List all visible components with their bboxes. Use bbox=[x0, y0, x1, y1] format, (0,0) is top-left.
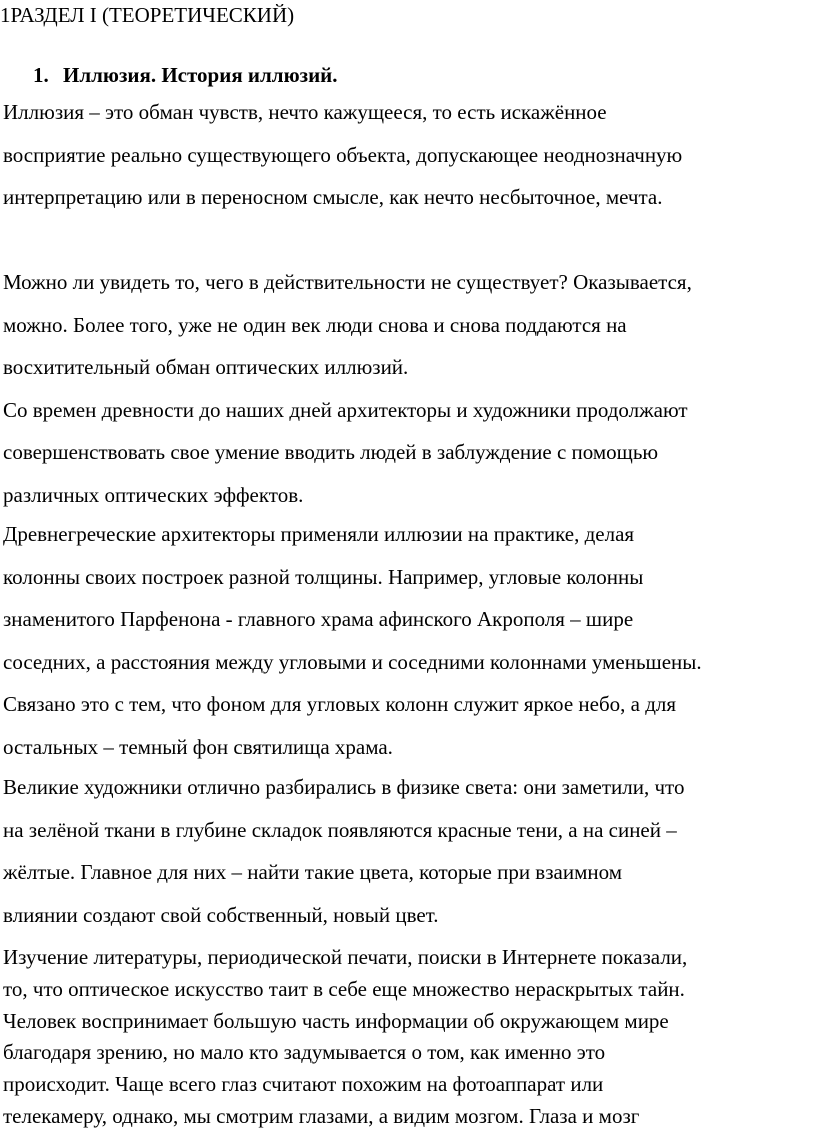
text-line: восхитительный обман оптических иллюзий. bbox=[3, 355, 409, 379]
text-line: происходит. Чаще всего глаз считают похожим на фотоаппарат или bbox=[3, 1072, 604, 1096]
text-line: Изучение литературы, периодической печати, поиски в Интернете показали, bbox=[3, 945, 688, 969]
text-line: восприятие реально существующего объекта, допускающее неоднозначную bbox=[3, 143, 683, 167]
text-line: благодаря зрению, но мало кто задумывается о том, как именно это bbox=[3, 1040, 606, 1064]
text-line: Человек воспринимает большую часть информации об окружающем мире bbox=[3, 1009, 669, 1033]
section-title: 1РАЗДЕЛ I (ТЕОРЕТИЧЕСКИЙ) bbox=[0, 3, 295, 27]
text-line: Можно ли увидеть то, чего в действительности не существует? Оказывается, bbox=[3, 270, 692, 294]
text-line: на зелёной ткани в глубине складок появляются красные тени, а на синей – bbox=[3, 818, 677, 842]
text-line: Иллюзия – это обман чувств, нечто кажущееся, то есть искажённое bbox=[3, 100, 607, 124]
text-line: Древнегреческие архитекторы применяли иллюзии на практике, делая bbox=[3, 522, 635, 546]
text-line: Со времен древности до наших дней архитекторы и художники продолжают bbox=[3, 398, 688, 422]
text-line: совершенствовать свое умение вводить людей в заблуждение с помощью bbox=[3, 440, 659, 464]
heading-number: 1. bbox=[33, 63, 49, 87]
chapter-heading bbox=[33, 63, 338, 87]
text-line: телекамеру, однако, мы смотрим глазами, а видим мозгом. Глаза и мозг bbox=[3, 1104, 640, 1128]
text-line: интерпретацию или в переносном смысле, как нечто несбыточное, мечта. bbox=[3, 185, 663, 209]
text-line: то, что оптическое искусство таит в себе еще множество нераскрытых тайн. bbox=[3, 977, 685, 1001]
text-line: Великие художники отлично разбирались в физике света: они заметили, что bbox=[3, 775, 685, 799]
text-line: знаменитого Парфенона - главного храма афинского Акрополя – шире bbox=[3, 607, 634, 631]
text-line: различных оптических эффектов. bbox=[3, 483, 304, 507]
text-line: соседних, а расстояния между угловыми и соседними колоннами уменьшены. bbox=[3, 650, 702, 674]
text-line: колонны своих построек разной толщины. Например, угловые колонны bbox=[3, 565, 644, 589]
text-line: влиянии создают свой собственный, новый цвет. bbox=[3, 903, 439, 927]
text-line: жёлтые. Главное для них – найти такие цвета, которые при взаимном bbox=[3, 860, 622, 884]
text-line: можно. Более того, уже не один век люди снова и снова поддаются на bbox=[3, 313, 627, 337]
heading-text: Иллюзия. История иллюзий. bbox=[63, 63, 338, 87]
text-line: Связано это с тем, что фоном для угловых колонн служит яркое небо, а для bbox=[3, 692, 677, 716]
text-line: остальных – темный фон святилища храма. bbox=[3, 735, 393, 759]
